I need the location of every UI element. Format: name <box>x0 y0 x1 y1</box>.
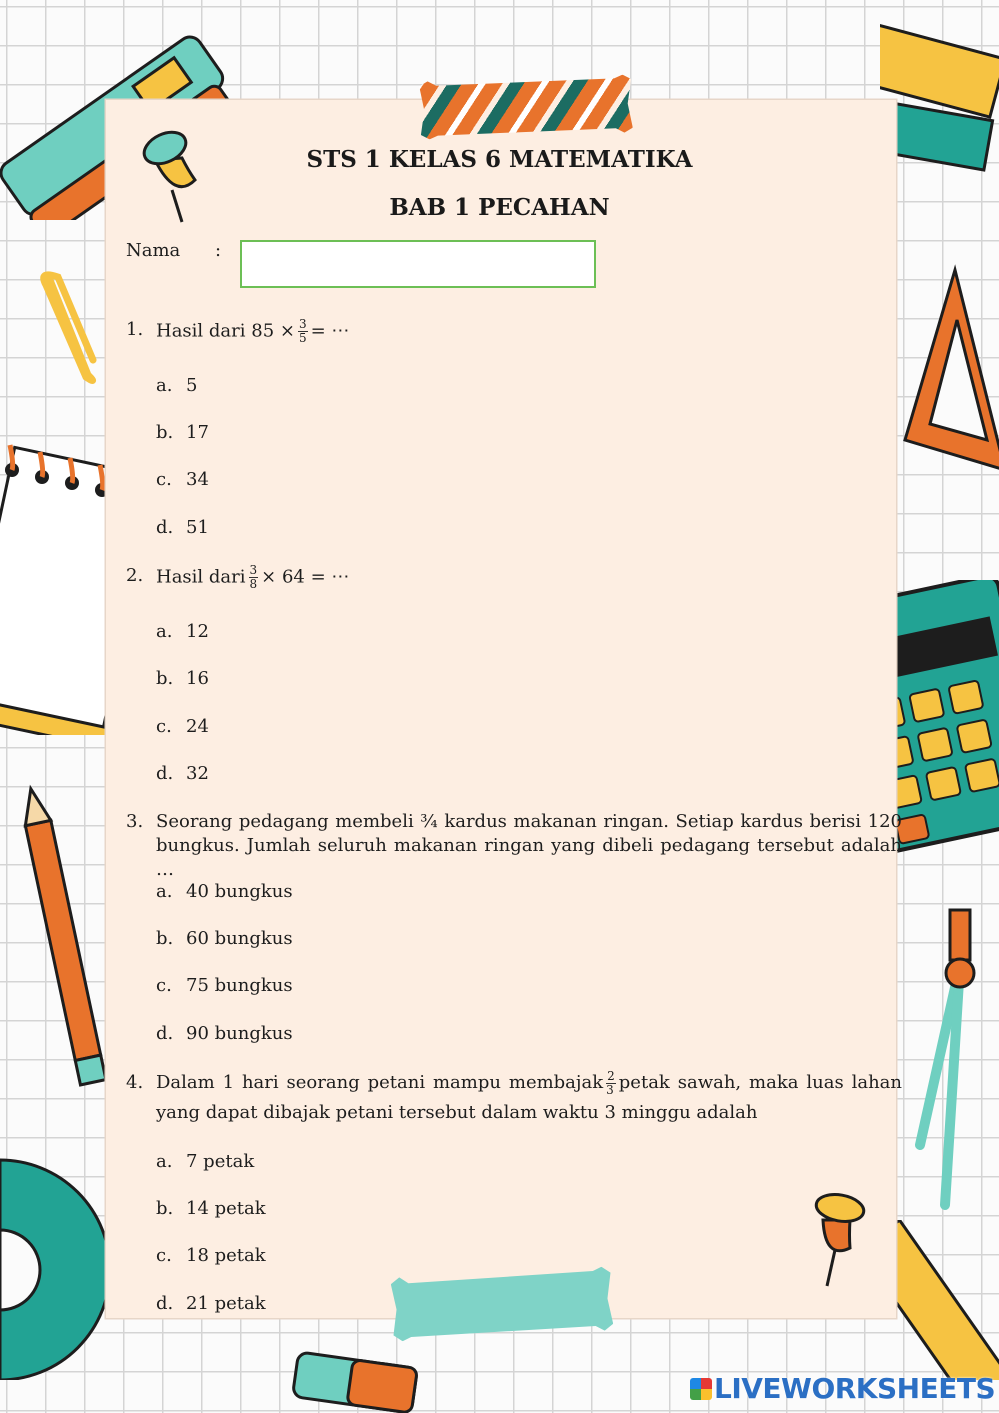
question-text <box>156 1068 902 1128</box>
triangle-ruler-illustration <box>895 260 999 490</box>
watermark-text: LIVEWORKSHEETS <box>714 1372 996 1405</box>
question-suffix: = ⋯ <box>310 320 350 342</box>
fraction <box>249 564 259 591</box>
option-value[interactable]: 34 <box>186 469 209 490</box>
option-letter: c. <box>156 469 172 490</box>
liveworksheets-logo-icon <box>690 1378 712 1400</box>
fraction <box>298 318 308 345</box>
question-text <box>156 318 902 345</box>
question-text: Seorang pedagang membeli ¾ kardus makanan ringan. Setiap kardus berisi 120 bungkus. Jumlah seluruh makanan ringan yang dibeli pedagang tersebut adalah … <box>156 811 902 880</box>
option-letter: d. <box>156 763 174 784</box>
fraction-denominator: 5 <box>298 331 307 345</box>
compass-illustration <box>900 905 999 1215</box>
option-value[interactable]: 75 bungkus <box>186 975 293 996</box>
fraction <box>606 1070 616 1097</box>
question-number: 1. <box>126 319 144 340</box>
name-colon: : <box>215 240 222 261</box>
option-value[interactable]: 5 <box>186 375 198 396</box>
option-value[interactable]: 90 bungkus <box>186 1023 293 1044</box>
fraction-numerator: 2 <box>607 1068 615 1083</box>
option-letter: c. <box>156 975 172 996</box>
question-number: 2. <box>126 565 144 586</box>
pushpin-icon <box>805 1190 875 1290</box>
option-value[interactable]: 12 <box>186 621 209 642</box>
option-letter: d. <box>156 1293 174 1314</box>
option-value[interactable]: 18 petak <box>186 1245 266 1266</box>
fraction-denominator: 3 <box>606 1082 614 1097</box>
option-value[interactable]: 14 petak <box>186 1198 266 1219</box>
option-letter: a. <box>156 881 173 902</box>
option-value[interactable]: 21 petak <box>186 1293 266 1314</box>
option-letter: b. <box>156 668 174 689</box>
option-value[interactable]: 17 <box>186 422 209 443</box>
question-prefix: Hasil dari <box>156 566 246 588</box>
option-value[interactable]: 60 bungkus <box>186 928 293 949</box>
question-number: 3. <box>126 811 144 832</box>
option-value[interactable]: 40 bungkus <box>186 881 293 902</box>
option-letter: b. <box>156 422 174 443</box>
eraser-illustration <box>290 1350 420 1413</box>
option-letter: b. <box>156 928 174 949</box>
option-value[interactable]: 24 <box>186 716 209 737</box>
name-label: Nama <box>126 240 181 261</box>
question-prefix: Hasil dari 85 × <box>156 320 295 342</box>
option-letter: d. <box>156 1023 174 1044</box>
question-prefix: Dalam 1 hari seorang petani mampu membajak <box>156 1072 604 1093</box>
fraction-denominator: 8 <box>249 577 258 591</box>
question-2 <box>0 564 999 604</box>
question-4 <box>0 1068 999 1128</box>
option-letter: b. <box>156 1198 174 1219</box>
fraction-numerator: 3 <box>298 317 307 331</box>
protractor-illustration <box>0 1140 115 1380</box>
question-text <box>156 564 902 591</box>
option-letter: c. <box>156 716 172 737</box>
question-suffix: × 64 = ⋯ <box>261 566 350 588</box>
name-input[interactable] <box>240 240 596 288</box>
option-value[interactable]: 16 <box>186 668 209 689</box>
ruler-illustration <box>880 1220 999 1380</box>
option-letter: a. <box>156 621 173 642</box>
liveworksheets-watermark <box>690 1372 995 1405</box>
question-3 <box>0 810 999 880</box>
fraction-numerator: 3 <box>249 563 258 577</box>
page-subtitle: BAB 1 PECAHAN <box>389 194 610 221</box>
option-letter: a. <box>156 1151 173 1172</box>
option-value[interactable]: 32 <box>186 763 209 784</box>
question-number: 4. <box>126 1072 144 1093</box>
option-value[interactable]: 51 <box>186 517 209 538</box>
option-value[interactable]: 7 petak <box>186 1151 255 1172</box>
option-letter: d. <box>156 517 174 538</box>
question-suffix: petak sawah, maka luas lahan yang dapat dibajak petani tersebut dalam waktu 3 minggu adalah <box>156 1072 902 1123</box>
page-title: STS 1 KELAS 6 MATEMATIKA <box>306 146 693 173</box>
option-letter: a. <box>156 375 173 396</box>
question-1 <box>0 318 999 358</box>
option-letter: c. <box>156 1245 172 1266</box>
